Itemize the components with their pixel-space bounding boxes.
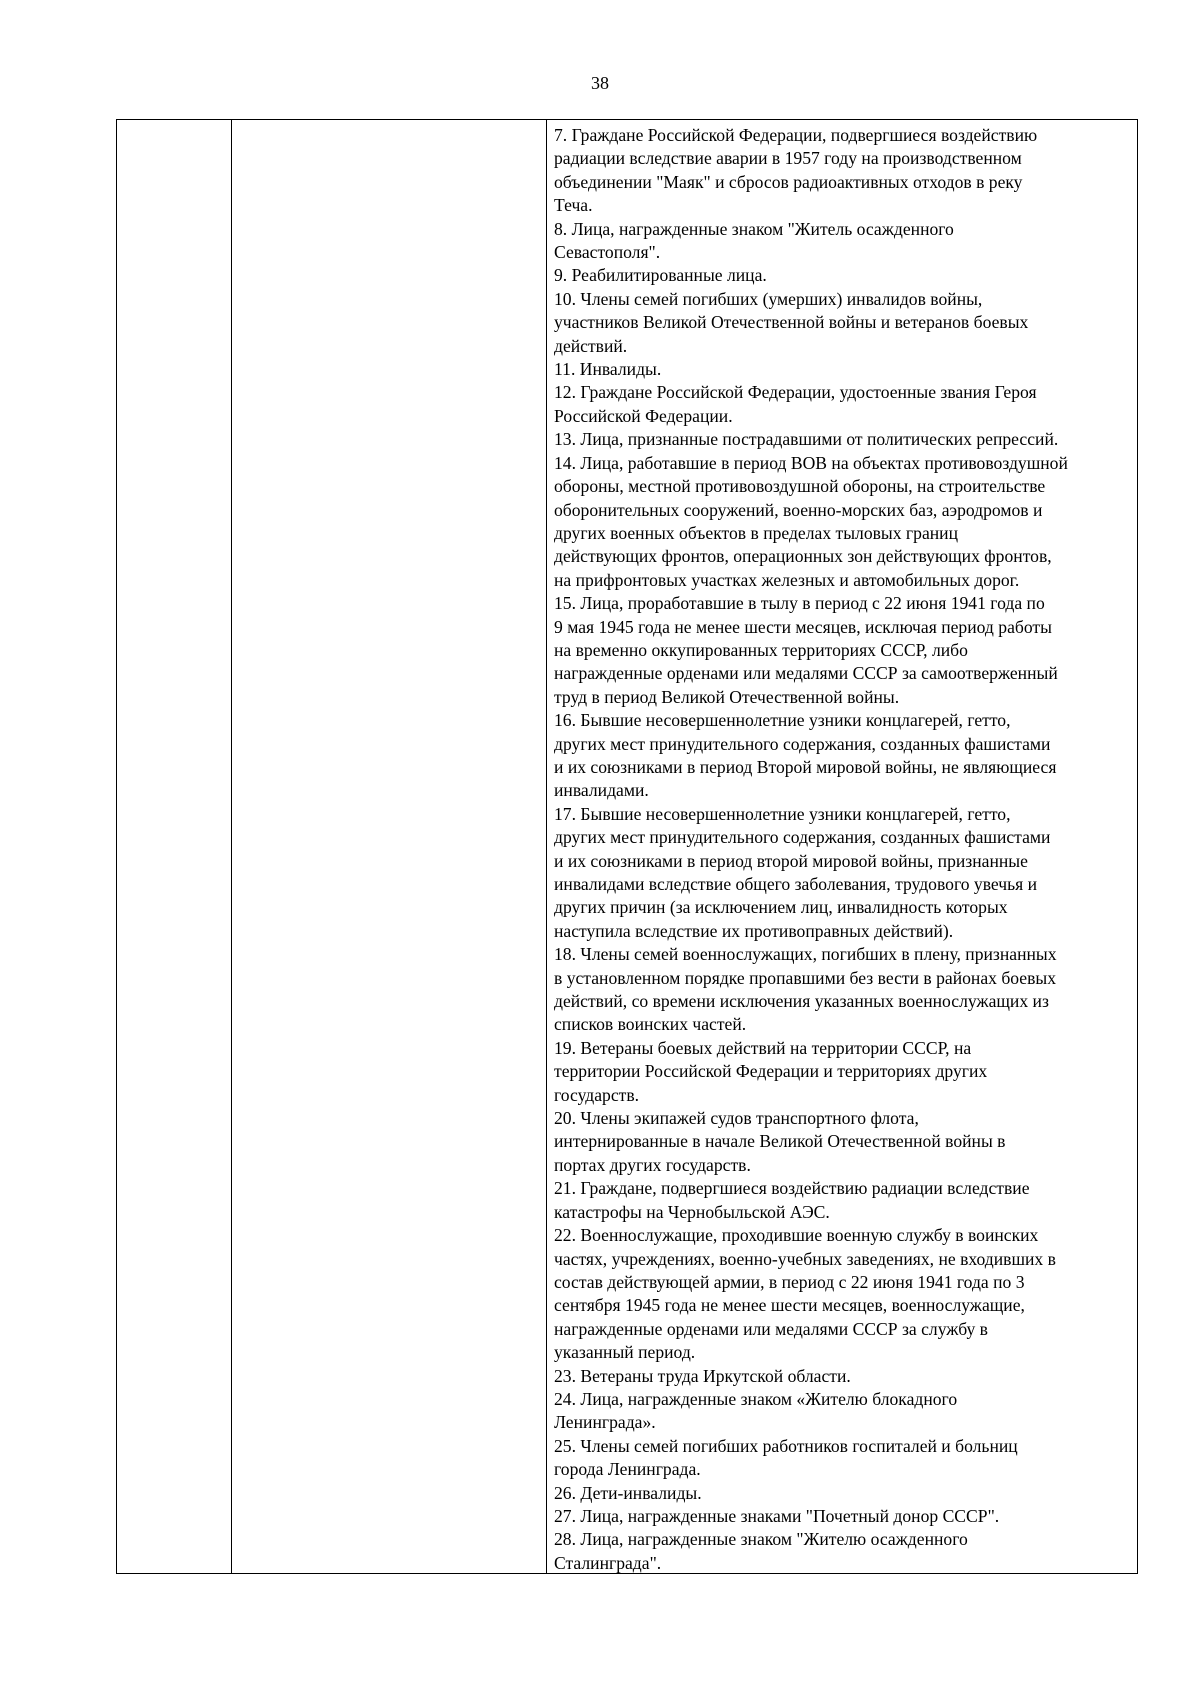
category-item: 10. Члены семей погибших (умерших) инвалидов войны, участников Великой Отечественной войны и ветеранов боевых действий.: [554, 288, 1029, 356]
category-item: 9. Реабилитированные лица.: [554, 265, 767, 286]
category-item: 14. Лица, работавшие в период ВОВ на объектах противовоздушной обороны, местной противовоздушной обороны, на строительстве оборонительных сооружений, военно-морских баз, аэродромов и других военных объектов в пределах тыловых границ действующих фронтов, операционных зон действующих фронтов, на прифронтовых участках железных и автомобильных дорог.: [554, 452, 1068, 590]
category-item: 24. Лица, награжденные знаком «Жителю блокадного Ленинграда».: [554, 1388, 958, 1433]
table-column-number: [117, 120, 232, 1573]
category-item: 13. Лица, признанные пострадавшими от политических репрессий.: [554, 429, 1059, 450]
page-number: 38: [591, 73, 609, 93]
category-item: 23. Ветераны труда Иркутской области.: [554, 1365, 851, 1386]
document-table: [116, 119, 1138, 1574]
table-column-name: [232, 120, 547, 1573]
category-item: 8. Лица, награжденные знаком "Житель осажденного Севастополя".: [554, 218, 954, 263]
category-item: 28. Лица, награжденные знаком "Жителю осажденного Сталинграда".: [554, 1529, 968, 1573]
category-item: 25. Члены семей погибших работников госпиталей и больниц города Ленинграда.: [554, 1435, 1018, 1480]
category-item: 12. Граждане Российской Федерации, удостоенные звания Героя Российской Федерации.: [554, 382, 1037, 426]
category-item: 17. Бывшие несовершеннолетние узники концлагерей, гетто, других мест принудительного содержания, созданных фашистами и их союзниками в период второй мировой войны, признанные инвалидами вследствие общего заболевания, трудового увечья и других причин (за исключением лиц, инвалидность которых наступила вследствие их противоправных действий).: [554, 803, 1051, 941]
category-item: 16. Бывшие несовершеннолетние узники концлагерей, гетто, других мест принудительного содержания, созданных фашистами и их союзниками в период Второй мировой войны, не являющиеся инвалидами.: [554, 710, 1057, 801]
category-item: 27. Лица, награжденные знаками "Почетный донор СССР".: [554, 1505, 1000, 1526]
category-item: 11. Инвалиды.: [554, 359, 662, 380]
category-item: 26. Дети-инвалиды.: [554, 1482, 702, 1503]
category-item: 18. Члены семей военнослужащих, погибших в плену, признанных в установленном порядке пропавшими без вести в районах боевых действий, со времени исключения указанных военнослужащих из списков воинских частей.: [554, 944, 1057, 1035]
category-item: 19. Ветераны боевых действий на территории СССР, на территории Российской Федерации и территориях других государств.: [554, 1037, 988, 1105]
category-item: 7. Граждане Российской Федерации, подвергшиеся воздействию радиации вследствие аварии в 1957 году на производственном объединении "Маяк" и сбросов радиоактивных отходов в реку Теча.: [554, 125, 1038, 216]
table-column-categories: [547, 120, 1137, 1573]
category-item: 22. Военнослужащие, проходившие военную службу в воинских частях, учреждениях, военно-учебных заведениях, не входивших в состав действующей армии, в период с 22 июня 1941 года по 3 сентября 1945 года не менее шести месяцев, военнослужащие, награжденные орденами или медалями СССР за службу в указанный период.: [554, 1225, 1056, 1363]
category-item: 15. Лица, проработавшие в тылу в период с 22 июня 1941 года по 9 мая 1945 года не менее шести месяцев, исключая период работы на временно оккупированных территориях СССР, либо награжденные орденами или медалями СССР за самоотверженный труд в период Великой Отечественной войны.: [554, 593, 1058, 707]
category-item: 21. Граждане, подвергшиеся воздействию радиации вследствие катастрофы на Чернобыльской АЭС.: [554, 1178, 1030, 1222]
category-item: 20. Члены экипажей судов транспортного флота, интернированные в начале Великой Отечественной войны в портах других государств.: [554, 1108, 1006, 1175]
